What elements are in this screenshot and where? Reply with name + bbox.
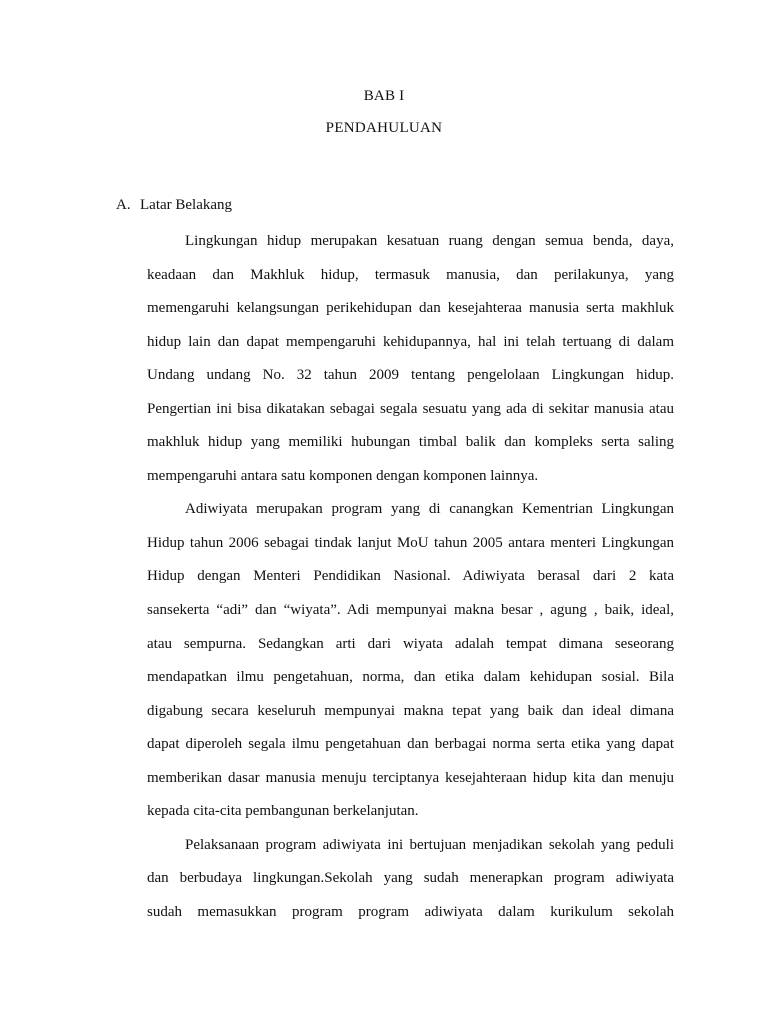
chapter-number: BAB I xyxy=(363,88,405,104)
paragraph xyxy=(147,493,674,828)
paragraph-line: dan berbudaya lingkungan.Sekolah yang sudah menerapkan program adiwiyata xyxy=(147,870,674,887)
paragraph-line: digabung secara keseluruh mempunyai makna tepat yang baik dan ideal dimana xyxy=(147,702,674,719)
paragraph-line: Adiwiyata merupakan program yang di canangkan Kementrian Lingkungan xyxy=(185,501,674,518)
paragraph-line: Undang undang No. 32 tahun 2009 tentang pengelolaan Lingkungan hidup. xyxy=(147,367,674,384)
paragraph-line: mempengaruhi antara satu komponen dengan komponen lainnya. xyxy=(147,467,539,484)
paragraph-line: Lingkungan hidup merupakan kesatuan ruang dengan semua benda, daya, xyxy=(185,233,674,249)
paragraph-line: hidup lain dan dapat mempengaruhi kehidupannya, hal ini telah tertuang di dalam xyxy=(147,333,674,350)
paragraph xyxy=(147,829,674,930)
paragraph-line: memengaruhi kelangsungan perikehidupan dan kesejahteraa manusia serta makhluk xyxy=(147,300,674,317)
paragraph-line: Pengertian ini bisa dikatakan sebagai segala sesuatu yang ada di sekitar manusia atau xyxy=(147,400,674,417)
section-heading xyxy=(116,195,232,215)
paragraph-line: makhluk hidup yang memiliki hubungan timbal balik dan kompleks serta saling xyxy=(147,434,674,451)
body-text xyxy=(147,225,674,929)
paragraph-line: Pelaksanaan program adiwiyata ini bertujuan menjadikan sekolah yang peduli xyxy=(185,836,674,853)
section-title: Latar Belakang xyxy=(140,197,233,213)
paragraph xyxy=(147,225,674,493)
paragraph-line: mendapatkan ilmu pengetahuan, norma, dan etika dalam kehidupan sosial. Bila xyxy=(147,669,674,686)
paragraph-line: Hidup dengan Menteri Pendidikan Nasional. Adiwiyata berasal dari 2 kata xyxy=(147,568,674,585)
paragraph-line: dapat diperoleh segala ilmu pengetahuan dan berbagai norma serta etika yang dapat xyxy=(147,736,674,753)
paragraph-line: sansekerta “adi” dan “wiyata”. Adi mempunyai makna besar , agung , baik, ideal, xyxy=(147,602,674,619)
paragraph-line: keadaan dan Makhluk hidup, termasuk manusia, dan perilakunya, yang xyxy=(147,266,674,283)
chapter-title: PENDAHULUAN xyxy=(325,120,443,136)
paragraph-line: Hidup tahun 2006 sebagai tindak lanjut MoU tahun 2005 antara menteri Lingkungan xyxy=(147,534,674,551)
paragraph-line: sudah memasukkan program program adiwiyata dalam kurikulum sekolah xyxy=(147,903,674,920)
paragraph-line: kepada cita-cita pembangunan berkelanjutan. xyxy=(147,803,419,820)
paragraph-line: atau sempurna. Sedangkan arti dari wiyata adalah tempat dimana seseorang xyxy=(147,635,674,652)
paragraph-line: memberikan dasar manusia menuju terciptanya kesejahteraan hidup kita dan menuju xyxy=(147,769,674,786)
section-letter: A. xyxy=(116,197,131,213)
